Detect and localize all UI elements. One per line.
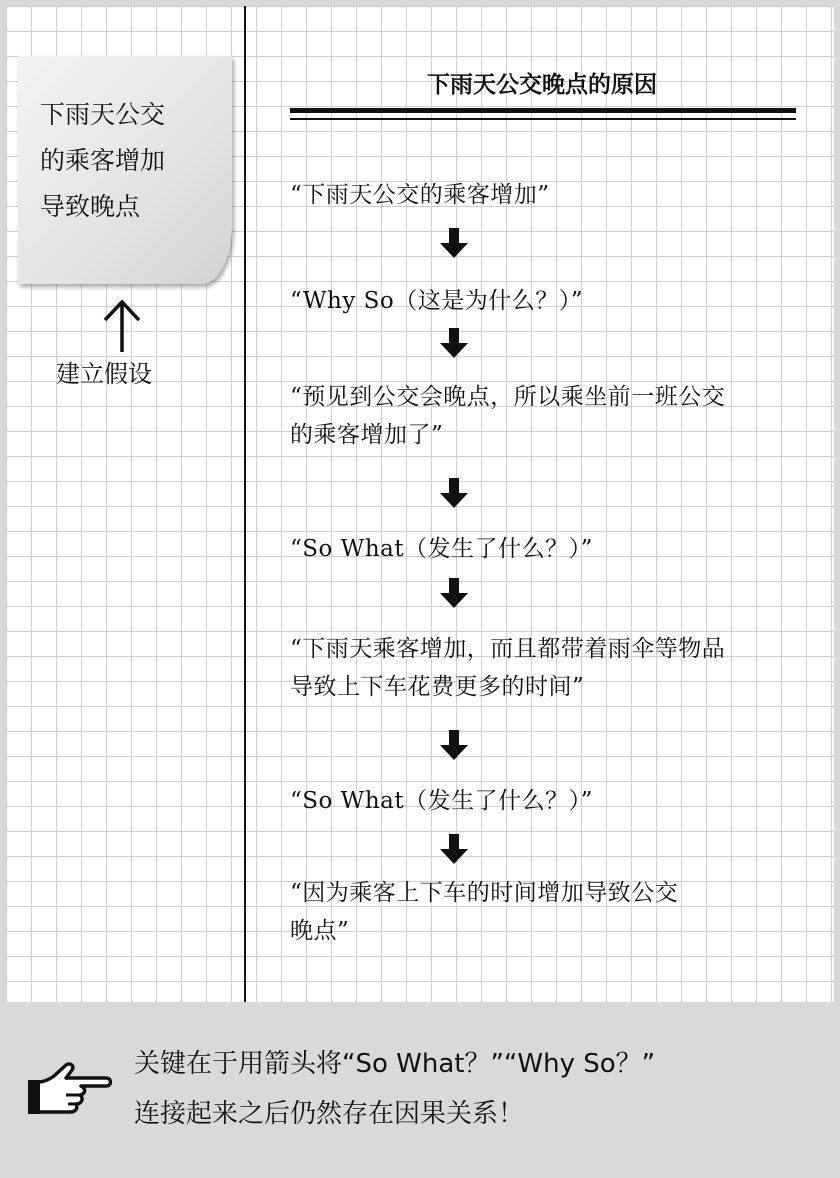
footer-line-2: 连接起来之后仍然存在因果关系！ [134,1099,525,1129]
hypothesis-label: 建立假设 [56,360,152,388]
down-arrow-icon [440,834,468,864]
step-6: “So What（发生了什么？）” [290,788,593,814]
title-rule-thick [290,108,796,113]
hypothesis-note-text: 下雨天公交 的乘客增加 导致晚点 [40,100,166,221]
diagram-title: 下雨天公交晚点的原因 [427,72,657,98]
footer-line-1: 关键在于用箭头将“So What？”“Why So？” [134,1049,656,1079]
step-2: “Why So（这是为什么？）” [290,288,584,314]
title-rule-thin [290,118,796,120]
step-4: “So What（发生了什么？）” [290,536,593,562]
footer-note [0,1002,840,1178]
down-arrow-icon [440,328,468,358]
step-1: “下雨天公交的乘客增加” [290,182,550,208]
down-arrow-icon [440,730,468,760]
column-divider [244,6,246,1002]
pointing-hand-icon [26,1060,112,1120]
up-arrow-icon [100,298,144,354]
down-arrow-icon [440,578,468,608]
step-5: “下雨天乘客增加，而且都带着雨伞等物品 导致上下车花费更多的时间” [290,636,726,700]
step-3: “预见到公交会晚点，所以乘坐前一班公交 的乘客增加了” [290,384,726,448]
step-7: “因为乘客上下车的时间增加导致公交 晚点” [290,880,679,944]
down-arrow-icon [440,228,468,258]
down-arrow-icon [440,478,468,508]
